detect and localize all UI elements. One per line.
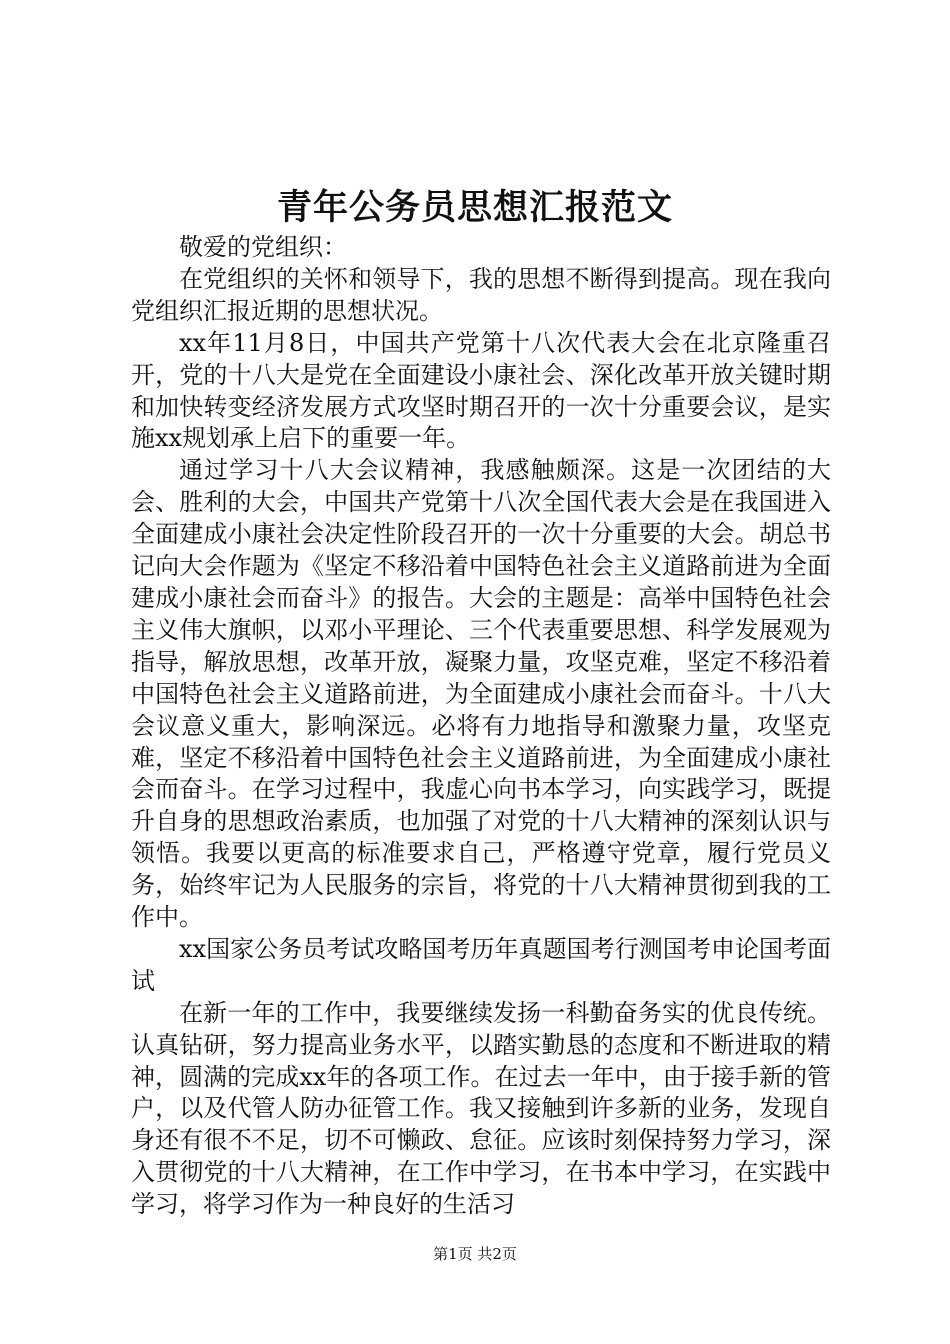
document-title: 青年公务员思想汇报范文	[276, 187, 673, 228]
paragraph: 通过学习十八大会议精神，我感触颇深。这是一次团结的大会、胜利的大会，中国共产党第十八次全国代表大会是在我国进入全面建成小康社会决定性阶段召开的一次十分重要的大会。胡总书记向大会作题为《坚定不移沿着中国特色社会主义道路前进为全面建成小康社会而奋斗》的报告。大会的主题是：高举中国特色社会主义伟大旗帜，以邓小平理论、三个代表重要思想、科学发展观为指导，解放思想，改革开放，凝聚力量，攻坚克难，坚定不移沿着中国特色社会主义道路前进，为全面建成小康社会而奋斗。十八大会议意义重大，影响深远。必将有力地指导和激聚力量，攻坚克难，坚定不移沿着中国特色社会主义道路前进，为全面建成小康社会而奋斗。在学习过程中，我虚心向书本学习，向实践学习，既提升自身的思想政治素质，也加强了对党的十八大精神的深刻认识与领悟。我要以更高的标准要求自己，严格遵守党章，履行党员义务，始终牢记为人民服务的宗旨，将党的十八大精神贯彻到我的工作中。	[131, 456, 831, 932]
salutation: 敬爱的党组织：	[179, 233, 347, 261]
page-footer: 第1页 共2页	[433, 1245, 517, 1263]
paragraph: 在新一年的工作中，我要继续发扬一科勤奋务实的优良传统。认真钻研，努力提高业务水平，以踏实勤恳的态度和不断进取的精神，圆满的完成xx年的各项工作。在过去一年中，由于接手新的管户，以及代管人防办征管工作。我又接触到许多新的业务，发现自身还有很不不足，切不可懒政、怠征。应该时刻保持努力学习，深入贯彻党的十八大精神，在工作中学习，在书本中学习，在实践中学习，将学习作为一种良好的生活习	[131, 998, 831, 1219]
paragraph: 在党组织的关怀和领导下，我的思想不断得到提高。现在我向党组织汇报近期的思想状况。	[131, 264, 831, 325]
document-body	[131, 232, 831, 1221]
paragraph: xx年11月8日，中国共产党第十八次代表大会在北京隆重召开，党的十八大是党在全面建设小康社会、深化改革开放关键时期和加快转变经济发展方式攻坚时期召开的一次十分重要会议，是实施xx规划承上启下的重要一年。	[131, 328, 831, 453]
paragraph: xx国家公务员考试攻略国考历年真题国考行测国考申论国考面试	[131, 934, 831, 995]
